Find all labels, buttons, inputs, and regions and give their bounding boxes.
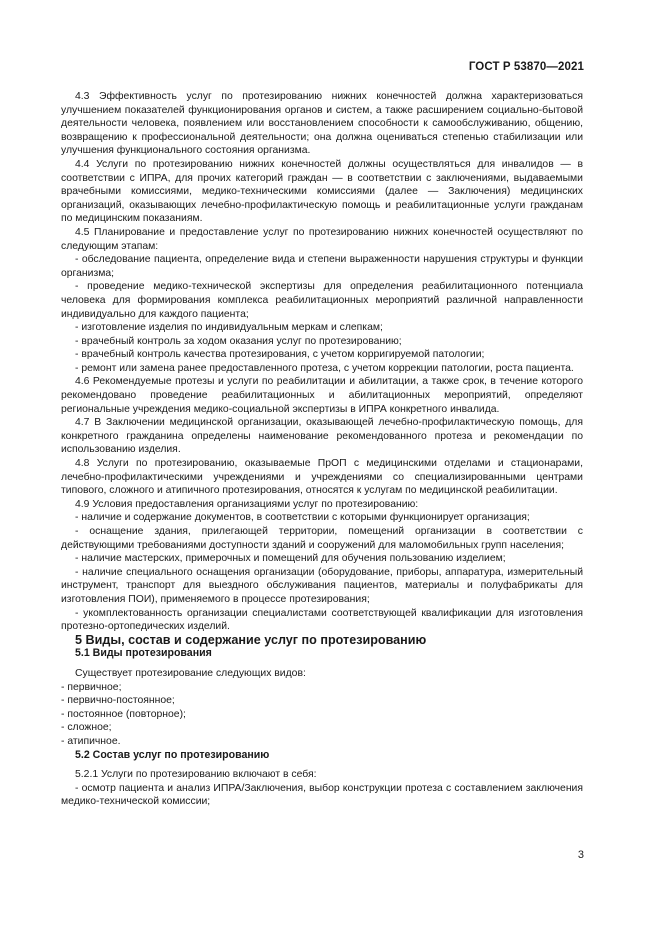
page-number: 3 — [577, 849, 584, 861]
page-body — [61, 90, 583, 809]
list-item: - наличие мастерских, примерочных и помещений для обучения пользованию изделием; — [75, 553, 506, 565]
list-item: - атипичное. — [61, 735, 121, 747]
prosthetics-types-list — [61, 681, 583, 749]
section-5-heading: 5 Виды, состав и содержание услуг по протезированию — [75, 632, 427, 647]
paragraph-4-6: 4.6 Рекомендуемые протезы и услуги по реабилитации и абилитации, а также срок, в течение которого рекомендовано проведение реабилитационных и абилитационных мероприятий, определяют региональные учреждения медико-социальной экспертизы в ИПРА конкретного инвалида. — [61, 376, 583, 415]
document-code: ГОСТ Р 53870—2021 — [468, 61, 584, 73]
paragraph-4-9: 4.9 Условия предоставления организациями услуг по протезированию: — [75, 498, 419, 510]
subsection-5-1-heading: 5.1 Виды протезирования — [75, 647, 212, 660]
stages-list — [61, 253, 583, 375]
list-item: - наличие специального оснащения организации (оборудование, приборы, аппаратура, измерительный инструмент, транспорт для выездного обслуживания пациентов, материалы и полуфабрикаты для изготовления ПОИ), применяемого в процессе протезирования; — [61, 566, 583, 605]
list-item: - первично-постоянное; — [61, 695, 175, 707]
list-item: - ремонт или замена ранее предоставленного протеза, с учетом коррекции патологии, роста пациента. — [75, 362, 574, 374]
services-list — [61, 782, 583, 809]
paragraph-4-3: 4.3 Эффективность услуг по протезированию нижних конечностей должна характеризоваться улучшением показателей функционирования органов и систем, а также расширением социально-бытовой деятельности человека, появлением или восстановлением способности к самообслуживанию, общению, возвращению к профессиональной деятельности; она должна оцениваться степенью стабилизации или улучшения функционального состояния организма. — [61, 91, 583, 157]
list-item: - первичное; — [61, 681, 122, 693]
paragraph-4-4: 4.4 Услуги по протезированию нижних конечностей должны осуществляться для инвалидов — в соответствии с ИПРА, для прочих категорий граждан — в соответствии с заключениями, выдаваемыми врачебными комиссиями, медико-техническими комиссиями (далее — Заключения) медицинских организаций, оказывающих лечебно-профилактическую помощь и реабилитационные услуги гражданам по медицинским показаниям. — [61, 158, 583, 225]
list-item: - проведение медико-технической экспертизы для определения реабилитационного потенциала человека для формирования комплекса реабилитационных мероприятий различной направленности индивидуально для каждого пациента; — [61, 281, 583, 320]
list-item: - наличие и содержание документов, в соответствии с которыми функционирует организация; — [75, 512, 530, 524]
paragraph-4-5: 4.5 Планирование и предоставление услуг по протезированию нижних конечностей осуществляют по следующим этапам: — [61, 226, 583, 252]
list-item: - изготовление изделия по индивидуальным меркам и слепкам; — [75, 322, 383, 334]
prosthetics-types-intro: Существует протезирование следующих видов: — [75, 667, 306, 679]
list-item: - врачебный контроль качества протезирования, с учетом корригируемой патологии; — [75, 349, 485, 361]
paragraph-5-2-1: 5.2.1 Услуги по протезированию включают в себя: — [75, 769, 317, 781]
paragraph-4-8: 4.8 Услуги по протезированию, оказываемые ПрОП с медицинскими отделами и стационарами, лечебно-профилактическими учреждениями и учреждениями со специализированными центрами типового, сложного и атипичного протезирования, относятся к услугам по медицинской реабилитации. — [61, 458, 583, 497]
list-item: - врачебный контроль за ходом оказания услуг по протезированию; — [75, 335, 402, 347]
list-item: - осмотр пациента и анализ ИПРА/Заключения, выбор конструкции протеза с составлением заключения медико-технической комиссии; — [61, 782, 583, 808]
list-item: - постоянное (повторное); — [61, 708, 186, 720]
list-item: - обследование пациента, определение вида и степени выраженности нарушения структуры и функции организма; — [61, 254, 583, 279]
subsection-5-2-heading: 5.2 Состав услуг по протезированию — [75, 748, 270, 761]
paragraph-4-7: 4.7 В Заключении медицинской организации, оказывающей лечебно-профилактическую помощь, для конкретного гражданина определены наименование рекомендованного протеза и рекомендации по использованию изделия. — [61, 417, 583, 456]
list-item: - сложное; — [61, 722, 112, 734]
list-item: - укомплектованность организации специалистами соответствующей квалификации для изготовления протезно-ортопедических изделий. — [61, 607, 583, 633]
list-item: - оснащение здания, прилегающей территории, помещений организации в соответствии с действующими требованиями доступности зданий и сооружений для маломобильных групп населения; — [61, 526, 583, 551]
conditions-list — [61, 511, 583, 633]
